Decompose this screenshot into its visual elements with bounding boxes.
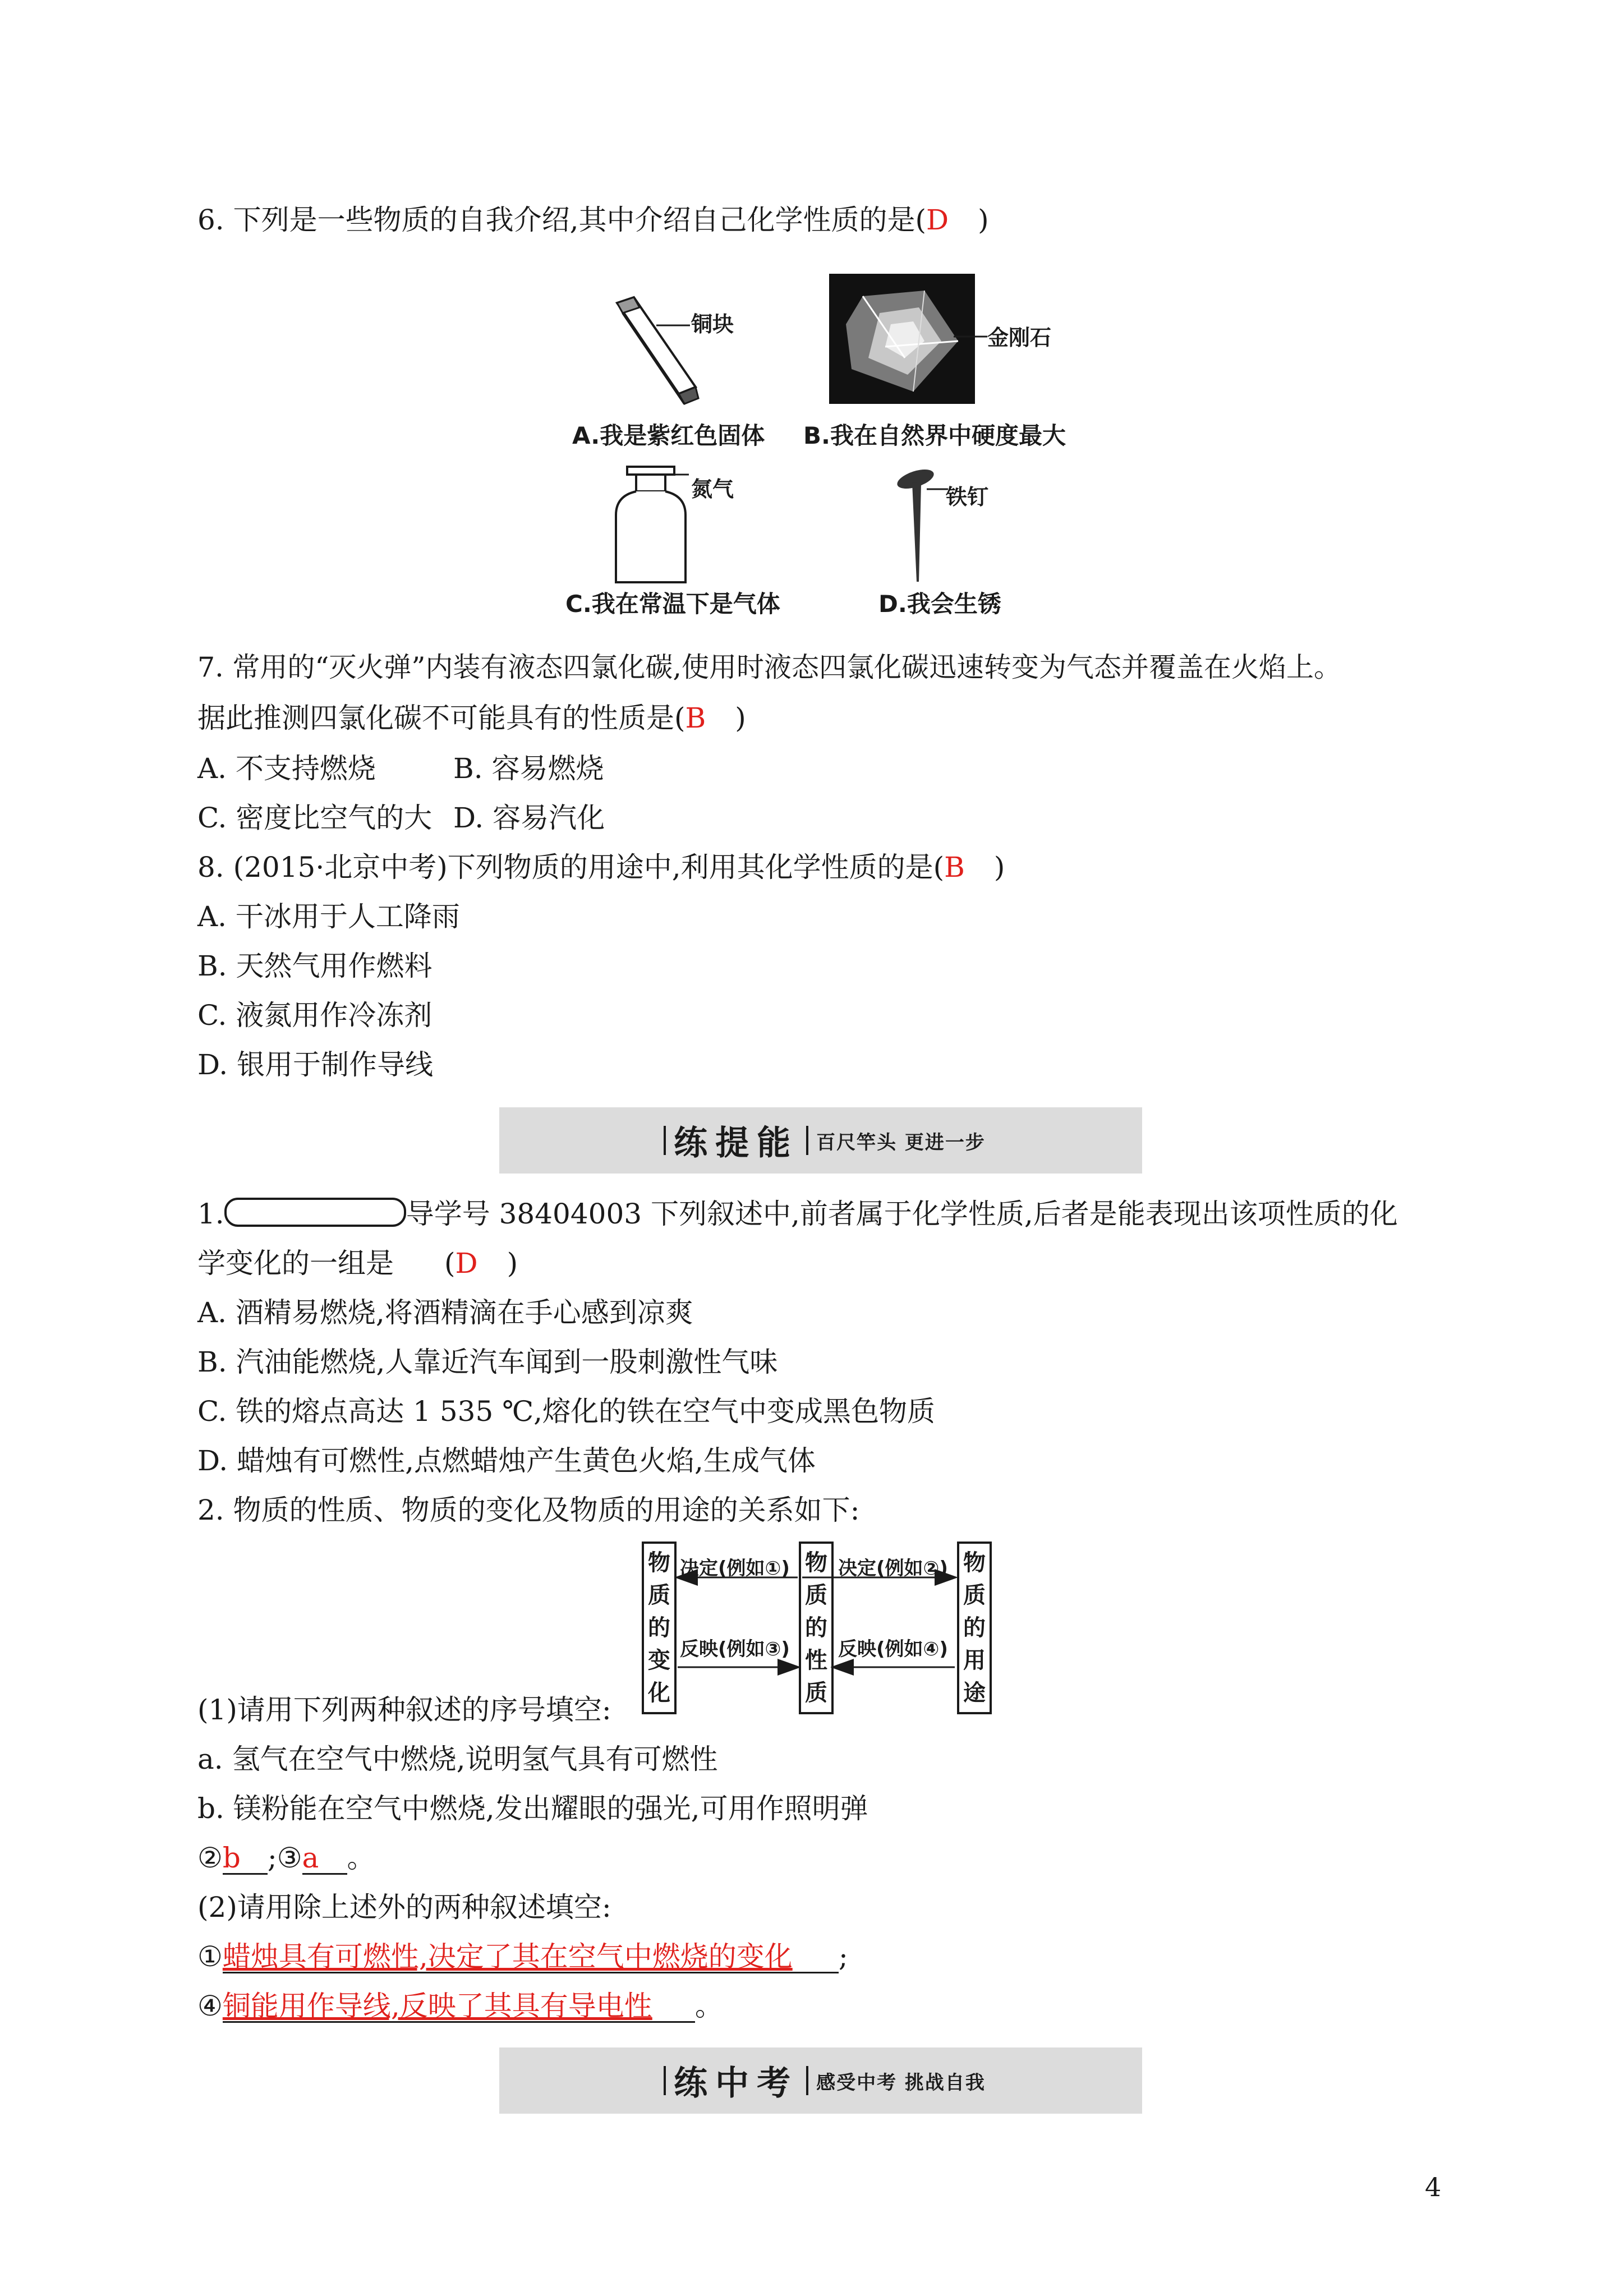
- q6-stem: 6. 下列是一些物质的自我介绍,其中介绍自己化学性质的是(D ): [197, 204, 989, 236]
- p2-sub2: (2)请用除上述外的两种叙述填空:: [197, 1891, 611, 1924]
- q8-answer: B: [944, 851, 965, 884]
- q8-option-b: B. 天然气用作燃料: [197, 950, 433, 982]
- copper-block-figure: [595, 292, 701, 409]
- blank-1-answer: 蜡烛具有可燃性,决定了其在空气中燃烧的变化: [223, 1941, 839, 1973]
- caption-c: C.我在常温下是气体: [565, 590, 780, 618]
- diagram-box-change: 物 质 的 变 化: [642, 1542, 677, 1714]
- gas-bottle-figure: [611, 464, 690, 588]
- copper-label: 铜块: [691, 312, 734, 337]
- q7-answer: B: [685, 702, 706, 734]
- q7-option-a: A. 不支持燃烧: [197, 752, 376, 785]
- diamond-photo: [829, 274, 975, 404]
- banner2-subtitle: 感受中考 挑战自我: [816, 2071, 986, 2094]
- p1-option-d: D. 蜡烛有可燃性,点燃蜡烛产生黄色火焰,生成气体: [197, 1444, 816, 1477]
- blank-4-answer: 铜能用作导线,反映了其具有导电性: [223, 1991, 695, 2023]
- q7-option-b: B. 容易燃烧: [453, 752, 604, 785]
- q8-option-c: C. 液氮用作冷冻剂: [197, 999, 433, 1032]
- p1-line1: 1. 导学号 38404003 下列叙述中,前者属于化学性质,后者是能表现出该项性质的化: [197, 1198, 1398, 1230]
- nail-label: 铁钉: [946, 485, 989, 509]
- section-banner-exam: [499, 2047, 1142, 2114]
- q7-line1: 7. 常用的“灭火弹”内装有液态四氯化碳,使用时液态四氯化碳迅速转变为气态并覆盖在火焰上。: [197, 651, 1342, 683]
- caption-b: B.我在自然界中硬度最大: [803, 422, 1066, 449]
- arrow-label-2: 决定(例如②): [838, 1557, 948, 1580]
- diagram-box-use: 物 质 的 用 途: [957, 1542, 992, 1714]
- p2-stem: 2. 物质的性质、物质的变化及物质的用途的关系如下:: [197, 1494, 860, 1526]
- q7-option-d: D. 容易汽化: [453, 802, 605, 834]
- q8-option-d: D. 银用于制作导线: [197, 1048, 434, 1081]
- p1-line2: 学变化的一组是 (D ): [197, 1247, 518, 1280]
- q7-option-c: C. 密度比空气的大: [197, 802, 433, 834]
- section-banner-practice: [499, 1107, 1142, 1174]
- p2-blank-4-line: ④铜能用作导线,反映了其具有导电性 。: [197, 1990, 723, 2022]
- p2-blanks-1: ②b ;③a 。: [197, 1842, 375, 1874]
- q8-stem: 8. (2015·北京中考)下列物质的用途中,利用其化学性质的是(B ): [197, 851, 1005, 884]
- p1-option-b: B. 汽油能燃烧,人靠近汽车闻到一股刺激性气味: [197, 1346, 778, 1378]
- guide-id-badge: [224, 1198, 406, 1227]
- p2-sub1: (1)请用下列两种叙述的序号填空:: [197, 1694, 611, 1726]
- nitrogen-label: 氮气: [691, 477, 734, 501]
- p1-answer: D: [455, 1247, 478, 1280]
- caption-d: D.我会生锈: [878, 590, 1001, 618]
- blank-3-answer: a: [302, 1843, 347, 1875]
- q7-line2: 据此推测四氯化碳不可能具有的性质是(B ): [197, 702, 746, 734]
- arrow-label-1: 决定(例如①): [680, 1557, 790, 1580]
- diagram-box-property: 物 质 的 性 质: [799, 1542, 834, 1714]
- banner1-title: 练提能: [674, 1124, 799, 1163]
- arrow-label-4: 反映(例如④): [838, 1638, 948, 1660]
- diamond-leader-line: [954, 334, 987, 339]
- p1-option-a: A. 酒精易燃烧,将酒精滴在手心感到凉爽: [197, 1296, 693, 1329]
- caption-a: A.我是紫红色固体: [572, 422, 765, 449]
- p2-item-a: a. 氢气在空气中燃烧,说明氢气具有可燃性: [197, 1743, 718, 1775]
- banner2-title: 练中考: [674, 2064, 799, 2103]
- p1-option-c: C. 铁的熔点高达 1 535 ℃,熔化的铁在空气中变成黑色物质: [197, 1395, 936, 1428]
- page-number: 4: [1425, 2172, 1442, 2202]
- p2-item-b: b. 镁粉能在空气中燃烧,发出耀眼的强光,可用作照明弹: [197, 1792, 868, 1825]
- diamond-label: 金刚石: [987, 325, 1052, 350]
- arrow-label-3: 反映(例如③): [680, 1638, 790, 1660]
- q8-option-a: A. 干冰用于人工降雨: [197, 900, 460, 933]
- p2-blank-1-line: ①蜡烛具有可燃性,决定了其在空气中燃烧的变化 ;: [197, 1940, 848, 1973]
- blank-2-answer: b: [223, 1843, 268, 1875]
- banner1-subtitle: 百尺竿头 更进一步: [816, 1131, 986, 1154]
- q6-answer: D: [926, 204, 949, 236]
